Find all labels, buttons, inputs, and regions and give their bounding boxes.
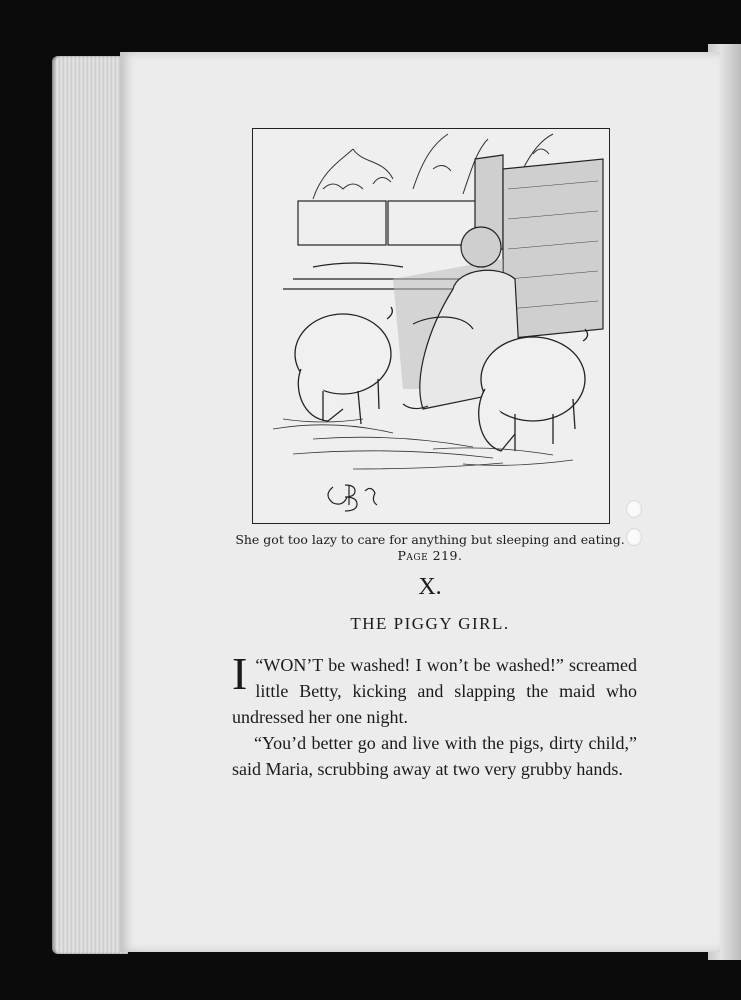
illustration-girl-with-pigs — [252, 128, 610, 524]
caption-page-reference: Page 219. — [397, 548, 463, 563]
paragraph-1 — [232, 648, 637, 730]
paragraph-1-text: WON’T be washed! I won’t be washed!” screamed little Betty, kicking and slapping the maid who undressed her one night. — [232, 655, 637, 727]
chapter-number: X. — [418, 574, 442, 600]
chapter-title: THE PIGGY GIRL. — [350, 614, 510, 633]
chapter-body — [232, 648, 637, 782]
artist-monogram-icon — [328, 485, 377, 511]
punch-hole — [626, 500, 642, 518]
illustration-caption — [180, 532, 680, 564]
punch-hole — [626, 528, 642, 546]
page-edges — [52, 56, 128, 954]
opening-quote: “ — [255, 655, 264, 675]
illustration-drawing — [253, 129, 609, 523]
caption-text: She got too lazy to care for anything but sleeping and eating. — [235, 532, 625, 547]
paragraph-2: “You’d better go and live with the pigs, dirty child,” said Maria, scrubbing away at two very grubby hands. — [232, 733, 637, 779]
page-holes — [626, 500, 642, 556]
drop-cap: I — [232, 648, 248, 699]
